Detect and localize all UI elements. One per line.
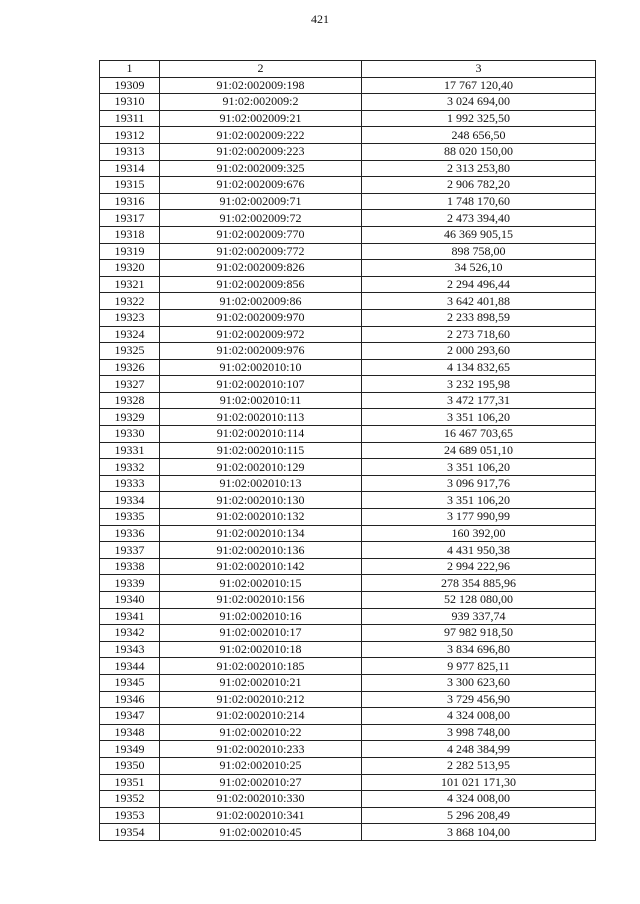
cadastral-number-cell: 91:02:002010:341: [160, 807, 362, 824]
row-number-cell: 19350: [100, 757, 160, 774]
cadastral-number-cell: 91:02:002010:22: [160, 724, 362, 741]
table-row: [100, 774, 596, 791]
row-number-cell: 19354: [100, 824, 160, 841]
table-row: [100, 691, 596, 708]
table-row: [100, 641, 596, 658]
cadastral-value-cell: 2 273 718,60: [362, 326, 596, 343]
row-number-cell: 19327: [100, 376, 160, 393]
row-number-cell: 19316: [100, 193, 160, 210]
cadastral-value-cell: 2 906 782,20: [362, 177, 596, 194]
cadastral-number-cell: 91:02:002009:826: [160, 260, 362, 277]
cadastral-number-cell: 91:02:002009:21: [160, 110, 362, 127]
column-header-2: 2: [160, 61, 362, 78]
cadastral-value-cell: 4 324 008,00: [362, 708, 596, 725]
cadastral-value-cell: 3 096 917,76: [362, 475, 596, 492]
row-number-cell: 19351: [100, 774, 160, 791]
table-row: [100, 824, 596, 841]
cadastral-number-cell: 91:02:002009:976: [160, 343, 362, 360]
row-number-cell: 19334: [100, 492, 160, 509]
table-row: [100, 592, 596, 609]
table-row: [100, 260, 596, 277]
cadastral-number-cell: 91:02:002010:114: [160, 426, 362, 443]
cadastral-number-cell: 91:02:002010:21: [160, 674, 362, 691]
table-row: [100, 492, 596, 509]
cadastral-value-cell: 248 656,50: [362, 127, 596, 144]
table-row: [100, 160, 596, 177]
row-number-cell: 19352: [100, 791, 160, 808]
cadastral-value-cell: 2 473 394,40: [362, 210, 596, 227]
table-row: [100, 459, 596, 476]
page-number: 421: [311, 12, 329, 26]
cadastral-value-cell: 3 351 106,20: [362, 492, 596, 509]
row-number-cell: 19349: [100, 741, 160, 758]
table-row: [100, 525, 596, 542]
row-number-cell: 19313: [100, 143, 160, 160]
table-row: [100, 475, 596, 492]
table-row: [100, 392, 596, 409]
cadastral-number-cell: 91:02:002010:156: [160, 592, 362, 609]
cadastral-number-cell: 91:02:002010:27: [160, 774, 362, 791]
table-row: [100, 625, 596, 642]
row-number-cell: 19326: [100, 359, 160, 376]
cadastral-value-cell: 3 998 748,00: [362, 724, 596, 741]
cadastral-value-cell: 46 369 905,15: [362, 226, 596, 243]
cadastral-number-cell: 91:02:002010:10: [160, 359, 362, 376]
cadastral-value-cell: 160 392,00: [362, 525, 596, 542]
row-number-cell: 19318: [100, 226, 160, 243]
cadastral-number-cell: 91:02:002009:770: [160, 226, 362, 243]
row-number-cell: 19325: [100, 343, 160, 360]
cadastral-value-cell: 3 729 456,90: [362, 691, 596, 708]
column-header-1: 1: [100, 61, 160, 78]
cadastral-value-cell: 278 354 885,96: [362, 575, 596, 592]
cadastral-value-cell: 939 337,74: [362, 608, 596, 625]
row-number-cell: 19342: [100, 625, 160, 642]
table-row: [100, 326, 596, 343]
row-number-cell: 19347: [100, 708, 160, 725]
cadastral-value-cell: 4 134 832,65: [362, 359, 596, 376]
cadastral-number-cell: 91:02:002010:212: [160, 691, 362, 708]
row-number-cell: 19335: [100, 509, 160, 526]
table-row: [100, 658, 596, 675]
cadastral-value-cell: 3 642 401,88: [362, 293, 596, 310]
cadastral-value-cell: 4 248 384,99: [362, 741, 596, 758]
cadastral-number-cell: 91:02:002010:11: [160, 392, 362, 409]
table-row: [100, 127, 596, 144]
table-row: [100, 210, 596, 227]
cadastral-value-table: [99, 60, 596, 841]
cadastral-number-cell: 91:02:002009:970: [160, 309, 362, 326]
row-number-cell: 19312: [100, 127, 160, 144]
table-row: [100, 226, 596, 243]
row-number-cell: 19339: [100, 575, 160, 592]
cadastral-value-cell: 16 467 703,65: [362, 426, 596, 443]
row-number-cell: 19310: [100, 94, 160, 111]
cadastral-number-cell: 91:02:002009:86: [160, 293, 362, 310]
cadastral-value-cell: 2 233 898,59: [362, 309, 596, 326]
cadastral-number-cell: 91:02:002010:115: [160, 442, 362, 459]
table-row: [100, 77, 596, 94]
cadastral-value-cell: 3 868 104,00: [362, 824, 596, 841]
cadastral-number-cell: 91:02:002009:2: [160, 94, 362, 111]
table-row: [100, 807, 596, 824]
table-row: [100, 177, 596, 194]
table-row: [100, 409, 596, 426]
cadastral-number-cell: 91:02:002010:15: [160, 575, 362, 592]
table-row: [100, 309, 596, 326]
table-row: [100, 608, 596, 625]
cadastral-number-cell: 91:02:002009:222: [160, 127, 362, 144]
table-row: [100, 359, 596, 376]
table-row: [100, 757, 596, 774]
row-number-cell: 19315: [100, 177, 160, 194]
cadastral-number-cell: 91:02:002010:16: [160, 608, 362, 625]
cadastral-number-cell: 91:02:002010:18: [160, 641, 362, 658]
cadastral-value-cell: 3 232 195,98: [362, 376, 596, 393]
cadastral-value-cell: 4 431 950,38: [362, 542, 596, 559]
table-row: [100, 143, 596, 160]
cadastral-number-cell: 91:02:002010:330: [160, 791, 362, 808]
cadastral-value-cell: 34 526,10: [362, 260, 596, 277]
cadastral-number-cell: 91:02:002009:223: [160, 143, 362, 160]
row-number-cell: 19323: [100, 309, 160, 326]
cadastral-value-cell: 88 020 150,00: [362, 143, 596, 160]
cadastral-number-cell: 91:02:002009:72: [160, 210, 362, 227]
row-number-cell: 19331: [100, 442, 160, 459]
cadastral-number-cell: 91:02:002009:676: [160, 177, 362, 194]
cadastral-value-cell: 2 294 496,44: [362, 276, 596, 293]
cadastral-number-cell: 91:02:002009:856: [160, 276, 362, 293]
cadastral-value-cell: 97 982 918,50: [362, 625, 596, 642]
row-number-cell: 19329: [100, 409, 160, 426]
cadastral-number-cell: 91:02:002010:136: [160, 542, 362, 559]
cadastral-value-cell: 2 000 293,60: [362, 343, 596, 360]
cadastral-number-cell: 91:02:002010:129: [160, 459, 362, 476]
table-row: [100, 442, 596, 459]
row-number-cell: 19344: [100, 658, 160, 675]
row-number-cell: 19317: [100, 210, 160, 227]
cadastral-number-cell: 91:02:002009:71: [160, 193, 362, 210]
row-number-cell: 19322: [100, 293, 160, 310]
table-row: [100, 509, 596, 526]
cadastral-number-cell: 91:02:002010:107: [160, 376, 362, 393]
cadastral-value-cell: 2 313 253,80: [362, 160, 596, 177]
table-row: [100, 575, 596, 592]
cadastral-value-cell: 1 748 170,60: [362, 193, 596, 210]
table-row: [100, 542, 596, 559]
cadastral-number-cell: 91:02:002009:772: [160, 243, 362, 260]
cadastral-value-cell: 17 767 120,40: [362, 77, 596, 94]
cadastral-value-cell: 5 296 208,49: [362, 807, 596, 824]
table-row: [100, 376, 596, 393]
cadastral-value-cell: 1 992 325,50: [362, 110, 596, 127]
row-number-cell: 19324: [100, 326, 160, 343]
row-number-cell: 19343: [100, 641, 160, 658]
cadastral-number-cell: 91:02:002010:134: [160, 525, 362, 542]
cadastral-number-cell: 91:02:002010:45: [160, 824, 362, 841]
table-row: [100, 724, 596, 741]
cadastral-value-cell: 3 177 990,99: [362, 509, 596, 526]
row-number-cell: 19319: [100, 243, 160, 260]
cadastral-value-cell: 52 128 080,00: [362, 592, 596, 609]
table-row: [100, 193, 596, 210]
cadastral-value-cell: 3 472 177,31: [362, 392, 596, 409]
cadastral-value-cell: 2 282 513,95: [362, 757, 596, 774]
cadastral-value-cell: 4 324 008,00: [362, 791, 596, 808]
row-number-cell: 19348: [100, 724, 160, 741]
cadastral-number-cell: 91:02:002009:325: [160, 160, 362, 177]
cadastral-value-cell: 9 977 825,11: [362, 658, 596, 675]
row-number-cell: 19333: [100, 475, 160, 492]
column-header-3: 3: [362, 61, 596, 78]
row-number-cell: 19345: [100, 674, 160, 691]
table-row: [100, 708, 596, 725]
row-number-cell: 19330: [100, 426, 160, 443]
row-number-cell: 19320: [100, 260, 160, 277]
row-number-cell: 19353: [100, 807, 160, 824]
cadastral-value-cell: 898 758,00: [362, 243, 596, 260]
cadastral-number-cell: 91:02:002010:214: [160, 708, 362, 725]
table-row: [100, 276, 596, 293]
row-number-cell: 19309: [100, 77, 160, 94]
table-row: [100, 343, 596, 360]
cadastral-number-cell: 91:02:002010:13: [160, 475, 362, 492]
row-number-cell: 19340: [100, 592, 160, 609]
cadastral-number-cell: 91:02:002010:233: [160, 741, 362, 758]
cadastral-value-cell: 24 689 051,10: [362, 442, 596, 459]
row-number-cell: 19338: [100, 558, 160, 575]
cadastral-value-cell: 3 024 694,00: [362, 94, 596, 111]
cadastral-number-cell: 91:02:002010:25: [160, 757, 362, 774]
cadastral-value-cell: 3 300 623,60: [362, 674, 596, 691]
table-row: [100, 243, 596, 260]
cadastral-number-cell: 91:02:002010:113: [160, 409, 362, 426]
table-row: [100, 558, 596, 575]
row-number-cell: 19336: [100, 525, 160, 542]
row-number-cell: 19341: [100, 608, 160, 625]
table-row: [100, 94, 596, 111]
cadastral-number-cell: 91:02:002010:142: [160, 558, 362, 575]
row-number-cell: 19321: [100, 276, 160, 293]
cadastral-number-cell: 91:02:002010:185: [160, 658, 362, 675]
cadastral-value-cell: 3 351 106,20: [362, 409, 596, 426]
table-body: [100, 77, 596, 840]
table-row: [100, 741, 596, 758]
cadastral-number-cell: 91:02:002010:132: [160, 509, 362, 526]
row-number-cell: 19332: [100, 459, 160, 476]
table-header-row: [100, 61, 596, 78]
cadastral-number-cell: 91:02:002010:130: [160, 492, 362, 509]
cadastral-number-cell: 91:02:002009:972: [160, 326, 362, 343]
cadastral-value-cell: 3 834 696,80: [362, 641, 596, 658]
row-number-cell: 19328: [100, 392, 160, 409]
table-row: [100, 110, 596, 127]
cadastral-number-cell: 91:02:002010:17: [160, 625, 362, 642]
row-number-cell: 19346: [100, 691, 160, 708]
row-number-cell: 19314: [100, 160, 160, 177]
cadastral-number-cell: 91:02:002009:198: [160, 77, 362, 94]
table-row: [100, 293, 596, 310]
table-row: [100, 426, 596, 443]
table-row: [100, 674, 596, 691]
cadastral-value-cell: 3 351 106,20: [362, 459, 596, 476]
row-number-cell: 19311: [100, 110, 160, 127]
table-row: [100, 791, 596, 808]
row-number-cell: 19337: [100, 542, 160, 559]
cadastral-value-cell: 2 994 222,96: [362, 558, 596, 575]
cadastral-value-cell: 101 021 171,30: [362, 774, 596, 791]
